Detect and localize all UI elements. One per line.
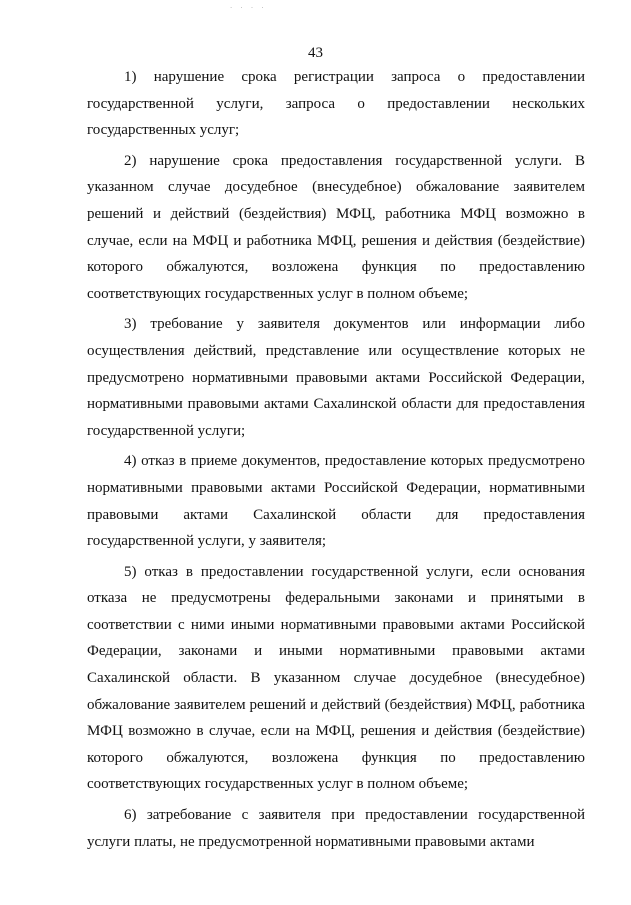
paragraph-5: 5) отказ в предоставлении государственной услуги, если основания отказа не предусмотрены федеральными законами и принятыми в соответствии с ними иными нормативными правовыми актами Российской Федерации, законами и иными нормативными правовыми актами Сахалинской области. В указанном случае досудебное (внесудебное) обжалование заявителем решений и действий (бездействия) МФЦ, работника МФЦ возможно в случае, если на МФЦ, решения и действия (бездействие) которого обжалуются, возложена функция по предоставлению соответствующих государственных услуг в полном объеме; (87, 563, 585, 793)
paragraph-1: 1) нарушение срока регистрации запроса о предоставлении государственной услуги, запроса о предоставлении нескольких государственных услуг; (87, 69, 585, 139)
scan-artifact: · · · · (230, 4, 267, 12)
paragraph-6: 6) затребование с заявителя при предоставлении государственной услуги платы, не предусмотренной нормативными правовыми актами (87, 807, 585, 850)
paragraph-2: 2) нарушение срока предоставления государственной услуги. В указанном случае досудебное (внесудебное) обжалование заявителем решений и действий (бездействия) МФЦ, работника МФЦ возможно в случае, если на МФЦ и работника МФЦ, решения и действия (бездействие) которого обжалуются, возложена функция по предоставлению соответствующих государственных услуг в полном объеме; (87, 152, 585, 302)
page-number: 43 (308, 45, 323, 61)
document-body (87, 64, 585, 859)
paragraph-4: 4) отказ в приеме документов, предоставление которых предусмотрено нормативными правовыми актами Российской Федерации, нормативными правовыми актами Сахалинской области для предоставления государственной услуги, у заявителя; (87, 453, 585, 550)
paragraph-3: 3) требование у заявителя документов или информации либо осуществления действий, представление или осуществление которых не предусмотрено нормативными правовыми актами Российской Федерации, нормативными правовыми актами Сахалинской области для предоставления государственной услуги; (87, 316, 585, 439)
